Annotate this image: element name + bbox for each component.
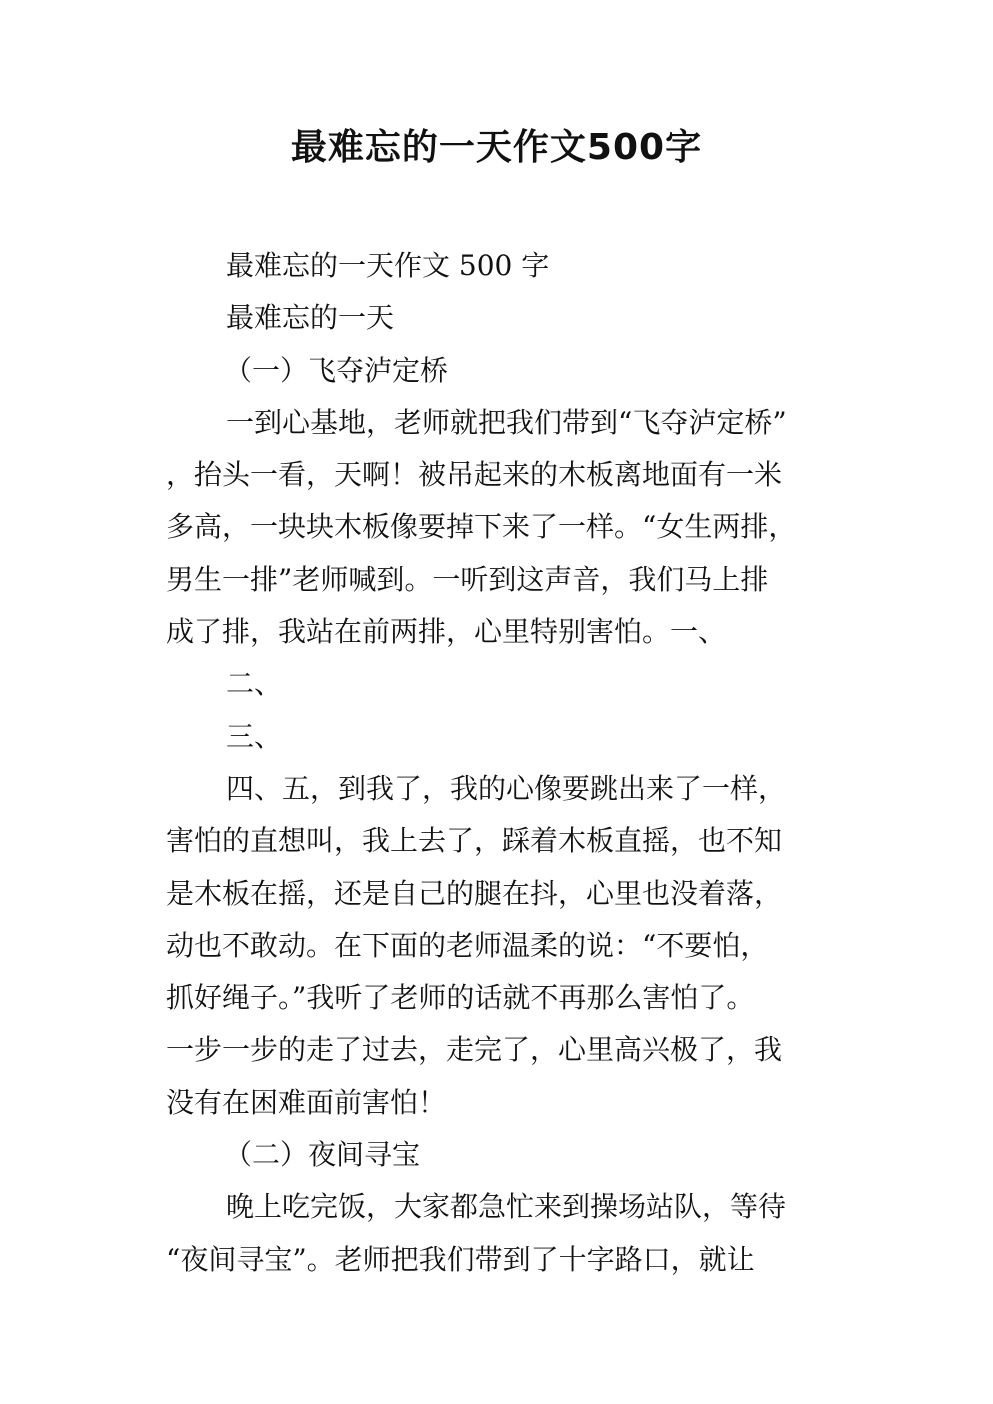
text-line: 抓好绳子。”我听了老师的话就不再那么害怕了。 xyxy=(166,981,755,1015)
text-line: 害怕的直想叫，我上去了，踩着木板直摇，也不知 xyxy=(166,824,783,858)
text-line: 二、 xyxy=(226,667,283,701)
text-line: 没有在困难面前害怕！ xyxy=(166,1085,447,1119)
text-line: 动也不敢动。在下面的老师温柔的说：“不要怕， xyxy=(166,928,769,962)
text-line: 最难忘的一天作文 500 字 xyxy=(226,249,550,282)
document-title: 最难忘的一天作文500字 xyxy=(290,127,703,168)
text-line: 一步一步的走了过去，走完了，心里高兴极了，我 xyxy=(166,1033,783,1067)
document-body xyxy=(166,240,832,1286)
text-line: “夜间寻宝”。老师把我们带到了十字路口，就让 xyxy=(166,1242,755,1276)
text-line: 晚上吃完饭，大家都急忙来到操场站队，等待 xyxy=(226,1190,787,1224)
text-line: 四、五，到我了，我的心像要跳出来了一样， xyxy=(226,771,787,805)
text-line: ，抬头一看，天啊！被吊起来的木板离地面有一米 xyxy=(166,458,783,492)
section-heading: （二）夜间寻宝 xyxy=(224,1138,421,1172)
text-line: 一到心基地，老师就把我们带到“飞夺泸定桥” xyxy=(226,405,787,439)
section-heading: （一）飞夺泸定桥 xyxy=(224,353,449,387)
text-line: 男生一排”老师喊到。一听到这声音，我们马上排 xyxy=(166,562,769,596)
text-line: 成了排，我站在前两排，心里特别害怕。一、 xyxy=(166,615,727,649)
text-line: 最难忘的一天 xyxy=(226,301,395,335)
text-line: 是木板在摇，还是自己的腿在抖，心里也没着落， xyxy=(166,876,783,910)
text-line: 多高，一块块木板像要掉下来了一样。“女生两排， xyxy=(166,510,797,544)
text-line: 三、 xyxy=(226,719,283,753)
